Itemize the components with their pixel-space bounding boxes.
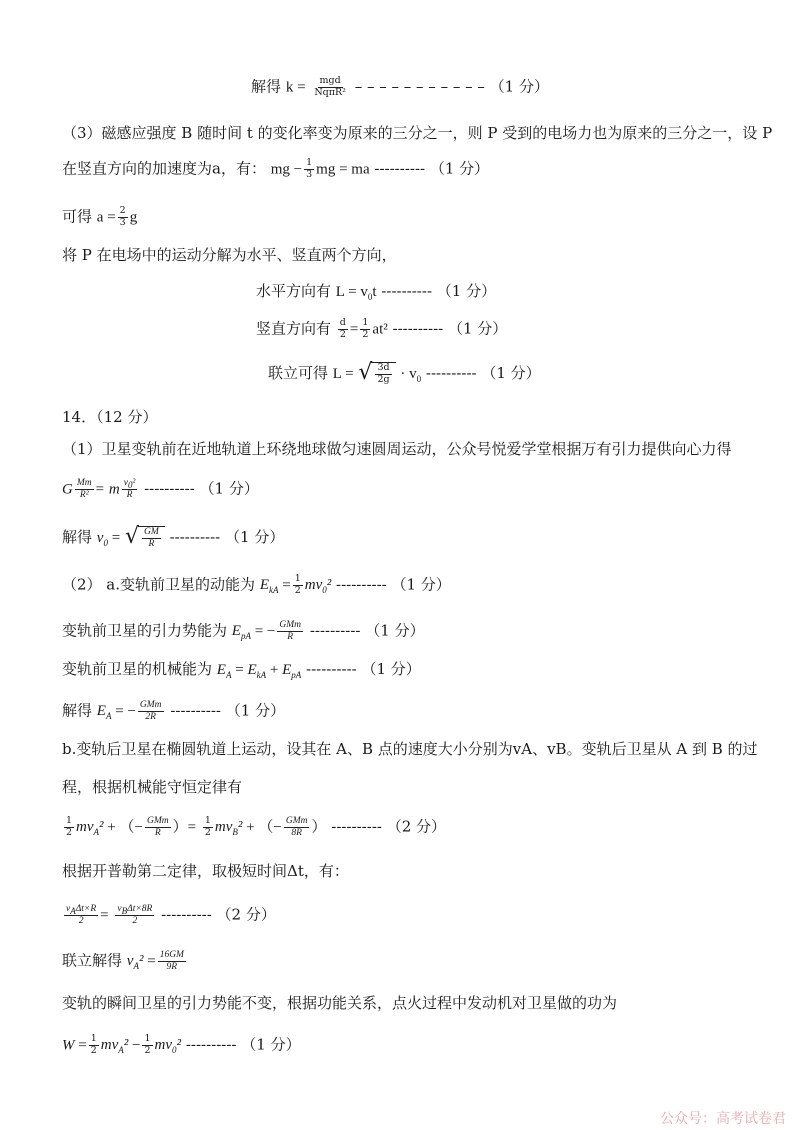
score: ---------- （1 分） bbox=[309, 621, 425, 640]
part-b-statement: b.变轨后卫星在椭圆轨道上运动，设其在 A、B 点的速度大小分别为vA、vB。变轨后卫星从 A 到 B 的过 bbox=[62, 740, 758, 758]
score: ---------- （2 分） bbox=[331, 817, 447, 836]
text: 在竖直方向的加速度为a，有： bbox=[62, 159, 266, 178]
energy-conservation-eq: $\frac{1}{2}$ $mv_A^2$ + （− $\frac{\text{GMm}}{R}$ ）= $\frac{1}{2}$ $mv_B^2$ + （− $\frac{\text{GMm}}{8R}$ ） ---------- （2 分） bbox=[66, 815, 447, 838]
score: ---------- （1 分） bbox=[169, 527, 285, 546]
text: 变轨前卫星的机械能为 bbox=[62, 660, 213, 678]
solution-k-line: 解得 k = $\frac{\text{mgd}}{\text{NqπR²}}$ – – – – – – – – – – – （1 分） bbox=[251, 75, 549, 98]
score: ---------- （1 分） bbox=[306, 660, 421, 678]
energy-conservation-statement: 程，根据机械能守恒定律有 bbox=[62, 778, 243, 796]
text: 联立解得 bbox=[62, 951, 123, 970]
potential-energy-eq: 变轨前卫星的引力势能为 $E_{pA}$ = − $\frac{\text{GMm}}{R}$ ---------- （1 分） bbox=[62, 620, 425, 642]
score: ---------- （1 分） bbox=[336, 575, 451, 594]
question-14-header: 14．（12 分） bbox=[62, 408, 158, 426]
EA-result: 解得 $E_A$ = − $\frac{\text{GMm}}{2R}$ ---------- （1 分） bbox=[62, 700, 286, 722]
score: ---------- （1 分） bbox=[170, 701, 286, 720]
v0-result: 解得 $v_0$ = √ $\frac{GM}{R}$ ---------- （1 分） bbox=[62, 524, 285, 549]
score: ---------- （1 分） bbox=[374, 159, 490, 178]
text: 水平方向有 bbox=[256, 282, 332, 300]
text: 联立可得 bbox=[268, 363, 329, 382]
score: – – – – – – – – – – – （1 分） bbox=[354, 77, 549, 96]
score: ---------- （2 分） bbox=[161, 905, 276, 924]
text: 竖直方向有 bbox=[256, 319, 332, 338]
vA-result: 联立解得 $v_A^2$ = $\frac{16GM}{9R}$ bbox=[62, 950, 184, 972]
text: 解得 bbox=[251, 77, 282, 96]
text: 解得 bbox=[62, 527, 93, 546]
gravity-eq: G $\frac{Mm}{\text{R²}}$ = m $\frac{v_0^2}{R}$ ---------- （1 分） bbox=[62, 478, 259, 500]
vertical-accel-eq: 在竖直方向的加速度为a，有： mg − $\frac{1}{3}$ mg = ma ---------- （1 分） bbox=[62, 157, 490, 180]
work-statement: 变轨的瞬间卫星的引力势能不变，根据功能关系，点火过程中发动机对卫星做的功为 bbox=[62, 994, 618, 1012]
text: 变轨前卫星的引力势能为 bbox=[62, 621, 228, 640]
work-eq: W = $\frac{1}{2}$ $mv_A^2$ − $\frac{1}{2}$ $mv_0^2$ ---------- （1 分） bbox=[62, 1033, 301, 1056]
score: ---------- （1 分） bbox=[185, 1035, 301, 1054]
text: （2） a.变轨前卫星的动能为 bbox=[62, 575, 256, 594]
accel-result: 可得 a = $\frac{2}{3}$ g bbox=[62, 205, 138, 228]
kinetic-energy-eq: （2） a.变轨前卫星的动能为 $E_{kA}$ = $\frac{1}{2}$ $mv_0^2$ ---------- （1 分） bbox=[62, 573, 451, 596]
horizontal-eq: 水平方向有 $L = v_0t$ ---------- （1 分） bbox=[256, 282, 497, 302]
score: ---------- （1 分） bbox=[392, 319, 508, 338]
kepler-eq: $\frac{v_A\Delta t\times R}{2}$ = $\frac{v_B\Delta t\times 8R}{2}$ ---------- （2 分） bbox=[66, 904, 276, 926]
score: ---------- （1 分） bbox=[425, 363, 541, 382]
part1-statement: （1）卫星变轨前在近地轨道上环绕地球做匀速圆周运动，公众号悦爱学堂根据万有引力提供向心力得 bbox=[62, 440, 732, 458]
score: ---------- （1 分） bbox=[381, 282, 497, 300]
text: 可得 bbox=[62, 207, 93, 226]
combined-L-eq: 联立可得 L = √ $\frac{3d}{2g}$ · $v_0$ ---------- （1 分） bbox=[268, 360, 541, 385]
vertical-eq: 竖直方向有 $\frac{d}{2}$ = $\frac{1}{2}$ at² ---------- （1 分） bbox=[256, 317, 508, 340]
mechanical-energy-eq: 变轨前卫星的机械能为 $E_A = E_{kA} + E_{pA}$ ---------- （1 分） bbox=[62, 660, 421, 680]
score: ---------- （1 分） bbox=[144, 479, 259, 498]
part3-statement: （3）磁感应强度 B 随时间 t 的变化率变为原来的三分之一，则 P 受到的电场力也为原来的三分之一，设 P bbox=[62, 124, 773, 142]
decompose-statement: 将 P 在电场中的运动分解为水平、竖直两个方向， bbox=[62, 246, 397, 264]
text: 解得 bbox=[62, 701, 93, 720]
watermark: 公众号：高考试卷君 bbox=[660, 1111, 786, 1127]
kepler-statement: 根据开普勒第二定律，取极短时间Δt，有： bbox=[62, 862, 349, 880]
